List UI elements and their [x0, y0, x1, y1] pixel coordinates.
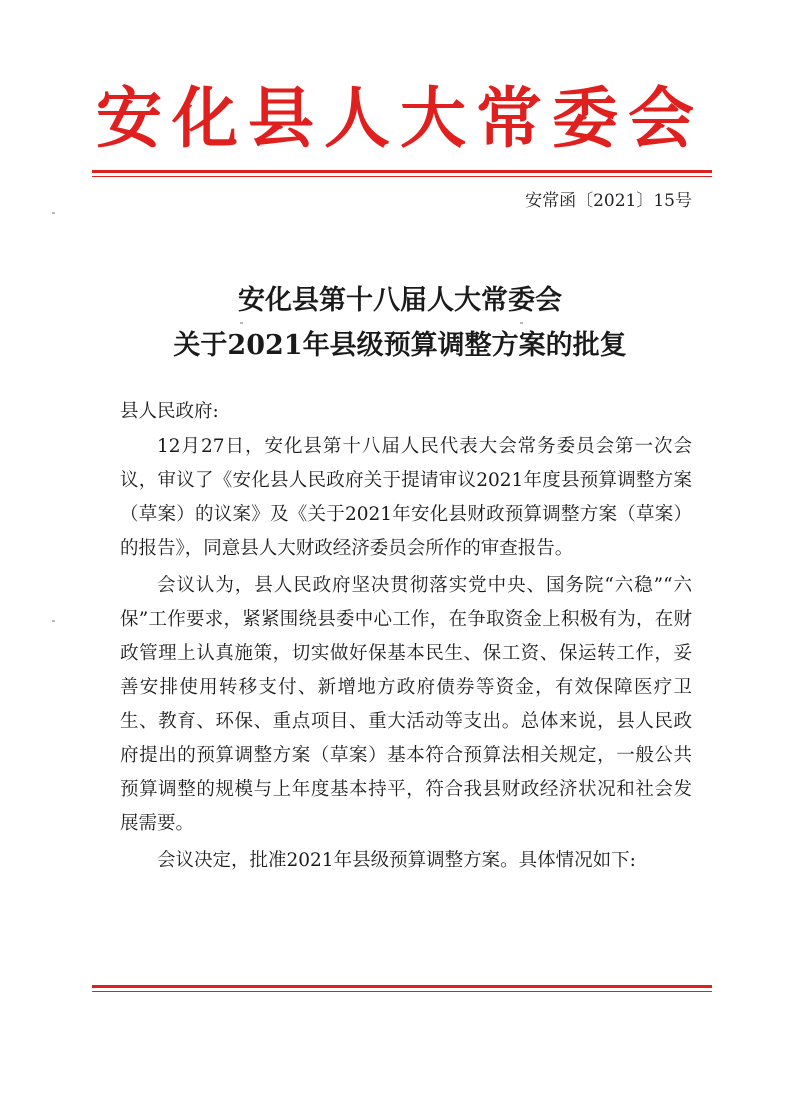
document-number: 安常函〔2021〕15号 — [525, 191, 692, 211]
rule-thick-line — [92, 170, 712, 173]
body-paragraph-1: 12月27日，安化县第十八届人民代表大会常务委员会第一次会议，审议了《安化县人民政府关于提请审议2021年度县预算调整方案（草案）的议案》及《关于2021年安化县财政预算调整方案（草案）的报告》，同意县人大财政经济委员会所作的审查报告。 — [120, 436, 692, 559]
footer-red-rule — [92, 985, 712, 992]
document-title-line-1: 安化县第十八届人大常委会 — [238, 285, 562, 316]
rule-thin-line — [92, 176, 712, 177]
scan-speck — [52, 212, 55, 214]
masthead-red-rule — [92, 170, 712, 177]
rule-thick-line — [92, 985, 712, 988]
scan-speck — [240, 322, 243, 324]
masthead-organization: 安化县人大常委会 — [96, 79, 704, 157]
rule-thin-line — [92, 991, 712, 992]
scan-speck — [52, 620, 55, 622]
body-paragraph-3: 会议决定，批准2021年县级预算调整方案。具体情况如下: — [157, 850, 636, 871]
document-title-line-2: 关于2021年县级预算调整方案的批复 — [173, 330, 627, 361]
body-paragraph-2: 会议认为，县人民政府坚决贯彻落实党中央、国务院“六稳”“六保”工作要求，紧紧围绕县委中心工作，在争取资金上积极有为，在财政管理上认真施策，切实做好保基本民生、保工资、保运转工作，妥善安排使用转移支付、新增地方政府债券等资金，有效保障医疗卫生、教育、环保、重点项目、重大活动等支出。总体来说，县人民政府提出的预算调整方案（草案）基本符合预算法相关规定，一般公共预算调整的规模与上年度基本持平，符合我县财政经济状况和社会发展需要。 — [120, 575, 692, 834]
scan-speck — [520, 322, 523, 324]
salutation: 县人民政府: — [120, 401, 219, 422]
document-body — [120, 395, 692, 881]
